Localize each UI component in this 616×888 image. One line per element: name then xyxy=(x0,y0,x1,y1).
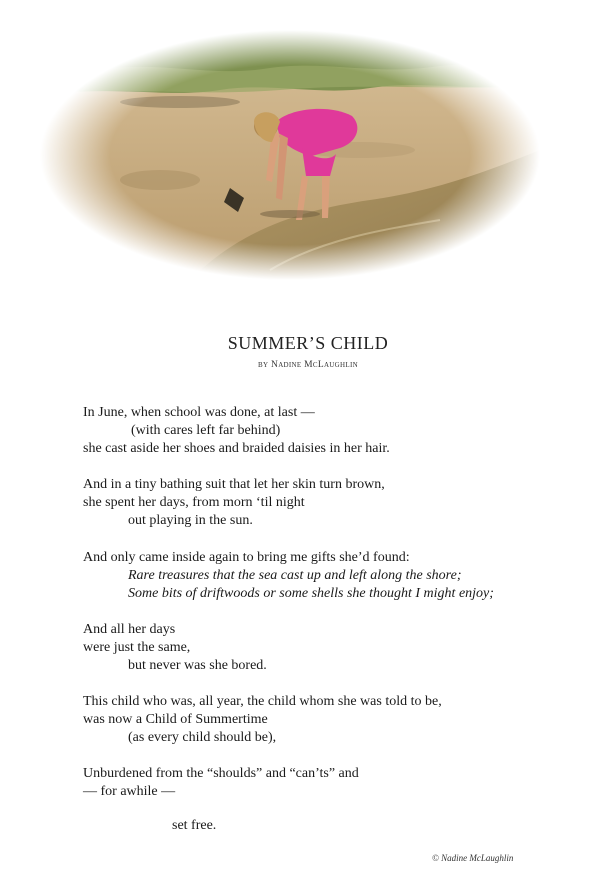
poem-line: she spent her days, from morn ‘til night xyxy=(83,495,305,510)
poem-line-italic: Rare treasures that the sea cast up and left along the shore; xyxy=(128,568,462,583)
poem-line: (with cares left far behind) xyxy=(131,423,281,438)
poem-line: This child who was, all year, the child whom she was told to be, xyxy=(83,694,442,709)
poem-line: In June, when school was done, at last — xyxy=(83,405,315,420)
poem-line: And in a tiny bathing suit that let her skin turn brown, xyxy=(83,477,385,492)
beach-photo xyxy=(40,30,540,280)
poem-line: she cast aside her shoes and braided daisies in her hair. xyxy=(83,441,390,456)
poem-title: SUMMER’S CHILD xyxy=(227,333,389,353)
poem-line: Unburdened from the “shoulds” and “can’ts” and xyxy=(83,766,359,781)
poem-line-italic: Some bits of driftwoods or some shells she thought I might enjoy; xyxy=(128,586,494,601)
poem-line: but never was she bored. xyxy=(128,658,267,673)
poem-line: (as every child should be), xyxy=(128,730,277,745)
poem-line: was now a Child of Summertime xyxy=(83,712,268,727)
poem-line: And all her days xyxy=(83,622,176,637)
poem-line: set free. xyxy=(172,818,217,833)
poem-line: were just the same, xyxy=(83,640,191,655)
copyright-notice: © Nadine McLaughlin xyxy=(432,853,514,863)
poem-line: — for awhile — xyxy=(83,784,176,799)
poem-byline: by Nadine McLaughlin xyxy=(258,360,358,370)
poem-line: And only came inside again to bring me gifts she’d found: xyxy=(83,550,410,565)
poem-line: out playing in the sun. xyxy=(128,513,253,528)
